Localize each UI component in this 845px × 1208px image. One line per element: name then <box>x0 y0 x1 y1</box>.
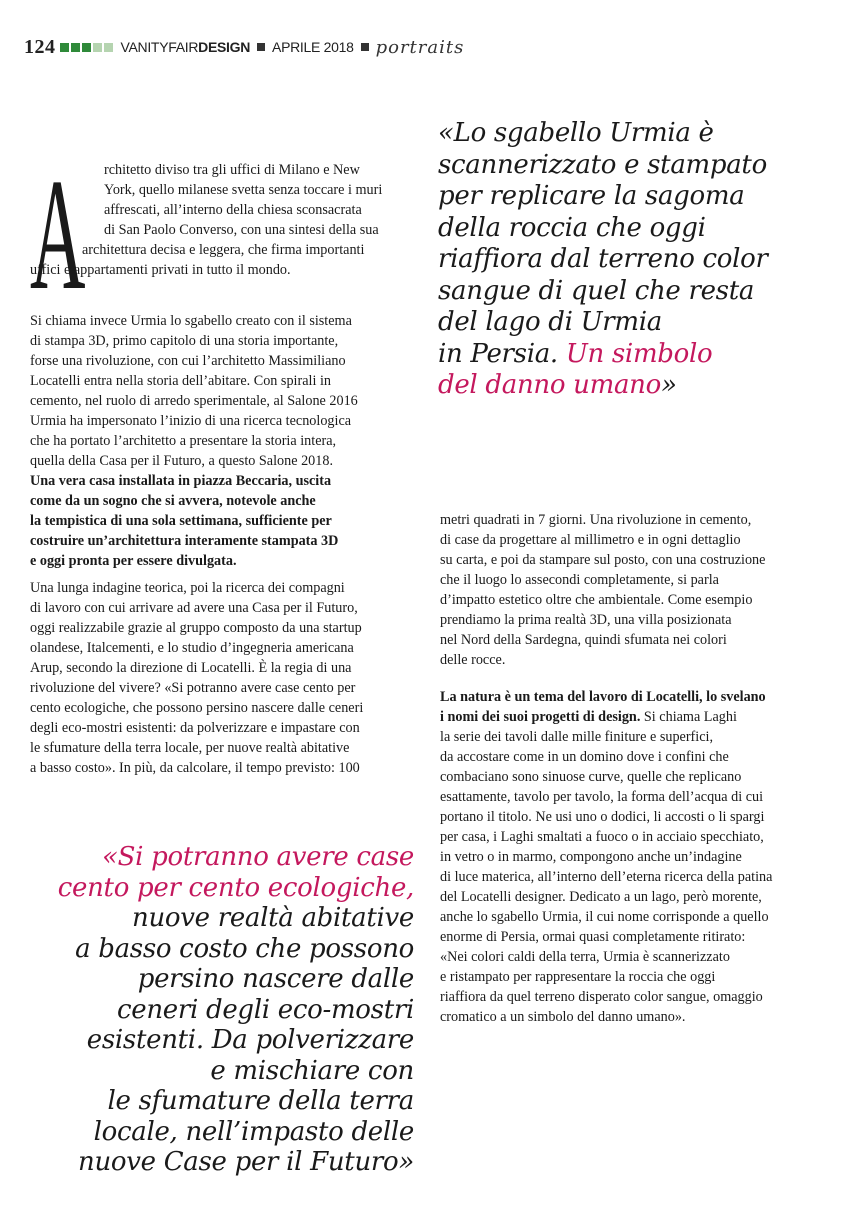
text-line: metri quadrati in 7 giorni. Una rivoluzione in cemento, <box>440 512 752 528</box>
text-line: di case da progettare al millimetro e in ogni dettaglio <box>440 532 741 548</box>
quote-line: «Lo sgabello Urmia è <box>438 118 714 148</box>
text-line: esattamente, tavolo per tavolo, la forma dell’acqua di cui <box>440 789 764 805</box>
text-line: quella della Casa per il Futuro, a questo Salone 2018. <box>30 453 333 469</box>
text-line: enorme di Persia, ormai quasi completamente ritirato: <box>440 929 746 945</box>
page-number: 124 <box>24 35 56 58</box>
paragraph-research <box>30 578 425 778</box>
text-line: in vetro o in marmo, compongono anche un’indagine <box>440 849 742 865</box>
quote-line: riaffiora dal terreno color <box>438 244 768 274</box>
issue-date: APRILE 2018 <box>272 39 354 55</box>
text-line: degli eco-mostri esistenti: da polverizzare e impastare con <box>30 720 360 736</box>
text-line: York, quello milanese svetta senza toccare i muri <box>104 182 383 198</box>
text-line: cento ecologiche, che possono persino nascere dalle ceneri <box>30 700 364 716</box>
text-line: di San Paolo Converso, con una sintesi della sua <box>104 222 379 238</box>
text-line: su carta, e poi da stampare sul posto, con una costruzione <box>440 552 766 568</box>
quote-line: ceneri degli eco-mostri <box>117 994 414 1025</box>
text-line: a basso costo». In più, da calcolare, il tempo previsto: 100 <box>30 760 360 776</box>
paragraph-intro-continued <box>30 240 420 280</box>
text-line: che ha portato l’architetto a presentare la storia intera, <box>30 433 337 449</box>
text-line: per casa, i Laghi smaltati a fuoco o in acciaio specchiato, <box>440 829 764 845</box>
text-line: rivoluzione del vivere? «Si potranno avere case cento per <box>30 680 356 696</box>
quote-line: sangue di quel che resta <box>438 275 755 306</box>
text-line: anche lo sgabello Urmia, il cui nome corrisponde a quello <box>440 909 769 925</box>
text-line: Arup, secondo la direzione di Locatelli. È la regia di una <box>30 660 352 676</box>
text-line: forse una rivoluzione, con cui l’architetto Massimiliano <box>30 353 346 369</box>
text-line: uffici e appartamenti privati in tutto il mondo. <box>30 262 291 278</box>
text-line: di lavoro con cui arrivare ad avere una Casa per il Futuro, <box>30 600 358 616</box>
header-separator <box>257 43 265 51</box>
text-line: di luce materica, all’interno dell’eterna ricerca della patina <box>440 869 773 885</box>
text-line: oggi realizzabile grazie al gruppo composto da una startup <box>30 620 362 636</box>
quote-line: a basso costo che possono <box>75 933 414 964</box>
text-line: riaffiora da quel terreno disperato color sangue, omaggio <box>440 989 763 1005</box>
text-line: la serie dei tavoli dalle mille finiture e superfici, <box>440 729 714 745</box>
text-line-bold: come da un sogno che si avvera, notevole anche <box>30 493 316 509</box>
paragraph-urmia <box>30 311 425 571</box>
text-line: cemento, nel ruolo di arredo sperimentale, al Salone 2016 <box>30 393 358 409</box>
quote-line: nuove realtà abitative <box>132 903 414 933</box>
text-line-bold: la tempistica di una sola settimana, sufficiente per <box>30 513 332 529</box>
header-separator <box>361 43 369 51</box>
quote-line: persino nascere dalle <box>137 964 414 994</box>
text-line-bold: e oggi pronta per essere divulgata. <box>30 553 237 569</box>
quote-line: le sfumature della terra <box>107 1086 414 1116</box>
text-line: le sfumature della terra locale, per nuove realtà abitative <box>30 740 350 756</box>
text-line: portano il titolo. Ne usi uno o dodici, li accosti o li spargi <box>440 809 765 825</box>
text-line: prendiamo la prima realtà 3D, una villa posizionata <box>440 612 732 628</box>
text-line: che il luogo lo assecondi completamente, si parla <box>440 572 719 588</box>
text-line: Urmia ha impersonato l’inizio di una ricerca tecnologica <box>30 413 352 429</box>
text-line: d’impatto estetico oltre che ambientale. Come esempio <box>440 592 753 608</box>
text-line: olandese, Italcementi, e lo studio d’ingegneria americana <box>30 640 354 656</box>
header-squares <box>60 43 113 52</box>
pull-quote-top: «Lo sgabello Urmia è scannerizzato e stampato per replicare la sagoma della roccia che oggi riaffiora dal terreno color sangue di quel che resta del lago di Urmia in Persia. Un simbolo del danno umano» <box>438 118 833 402</box>
quote-line: nuove Case per il Futuro» <box>78 1147 414 1177</box>
text-line: combaciano sono sinuose curve, quelle che replicano <box>440 769 742 785</box>
text-line: Si chiama invece Urmia lo sgabello creato con il sistema <box>30 313 352 329</box>
paragraph-intro <box>104 160 424 240</box>
text-line: Una lunga indagine teorica, poi la ricerca dei compagni <box>30 580 345 596</box>
quote-line: e mischiare con <box>210 1055 414 1086</box>
text-line: affrescati, all’interno della chiesa sconsacrata <box>104 202 362 218</box>
text-line: delle rocce. <box>440 652 506 668</box>
drop-cap: A <box>30 145 86 323</box>
text-line: nel Nord della Sardegna, quindi sfumata nei colori <box>440 632 727 648</box>
magazine-name: VANITYFAIRDESIGN <box>120 39 251 55</box>
quote-line: scannerizzato e stampato <box>438 149 767 180</box>
quote-line: per replicare la sagoma <box>438 181 745 211</box>
text-line-bold: costruire un’architettura interamente stampata 3D <box>30 533 339 549</box>
text-line: da accostare come in un domino dove i confini che <box>440 749 729 765</box>
text-line: cromatico a un simbolo del danno umano». <box>440 1009 686 1025</box>
text-line: architettura decisa e leggera, che firma importanti <box>82 242 365 258</box>
text-line: e ristampato per rappresentare la roccia che oggi <box>440 969 716 985</box>
section-title: portraits <box>375 36 465 58</box>
paragraph-nature: La natura è un tema del lavoro di Locatelli, lo svelano i nomi dei suoi progetti di design. Si chiama Laghi la serie dei tavoli dalle mille finiture e superfici, da accostare come in un domino dove i confini che combaciano sono sinuose curve, quelle che replicano esattamente, tavolo per tavolo, la forma dell’acqua di cui portano il titolo. Ne usi uno o dodici, li accosti o li spargi per casa, i Laghi smaltati a fuoco o in acciaio specchiato, in vetro o in marmo, compongono anche un’indagine di luce materica, all’interno dell’eterna ricerca della patina del Locatelli designer. Dedicato a un lago, però morente, anche lo sgabello Urmia, il cui nome corrisponde a quello enorme di Persia, ormai quasi completamente ritirato: «Nei colori caldi della terra, Urmia è scannerizzato e ristampato per rappresentare la roccia che oggi riaffiora da quel terreno disperato color sangue, omaggio cromatico a un simbolo del danno umano». <box>440 687 830 1027</box>
quote-line: esistenti. Da polverizzare <box>86 1025 414 1055</box>
paragraph-cement <box>440 510 830 670</box>
pull-quote-bottom <box>34 842 414 1178</box>
text-line: rchitetto diviso tra gli uffici di Milano e New <box>104 162 360 178</box>
text-line-bold: Una vera casa installata in piazza Beccaria, uscita <box>30 473 332 489</box>
text-line: di stampa 3D, primo capitolo di una storia importante, <box>30 333 339 349</box>
text-line: Locatelli entra nella storia dell’abitare. Con spirali in <box>30 373 331 389</box>
quote-line-accent: cento per cento ecologiche, <box>57 872 414 903</box>
quote-line: della roccia che oggi <box>438 212 706 243</box>
quote-line: del lago di Urmia <box>438 307 662 337</box>
page-header <box>24 36 824 58</box>
text-line: del Locatelli designer. Dedicato a un lago, però morente, <box>440 889 762 905</box>
text-line: «Nei colori caldi della terra, Urmia è scannerizzato <box>440 949 730 965</box>
quote-line-accent: «Si potranno avere case <box>102 842 414 872</box>
quote-line: locale, nell’impasto delle <box>93 1116 414 1147</box>
